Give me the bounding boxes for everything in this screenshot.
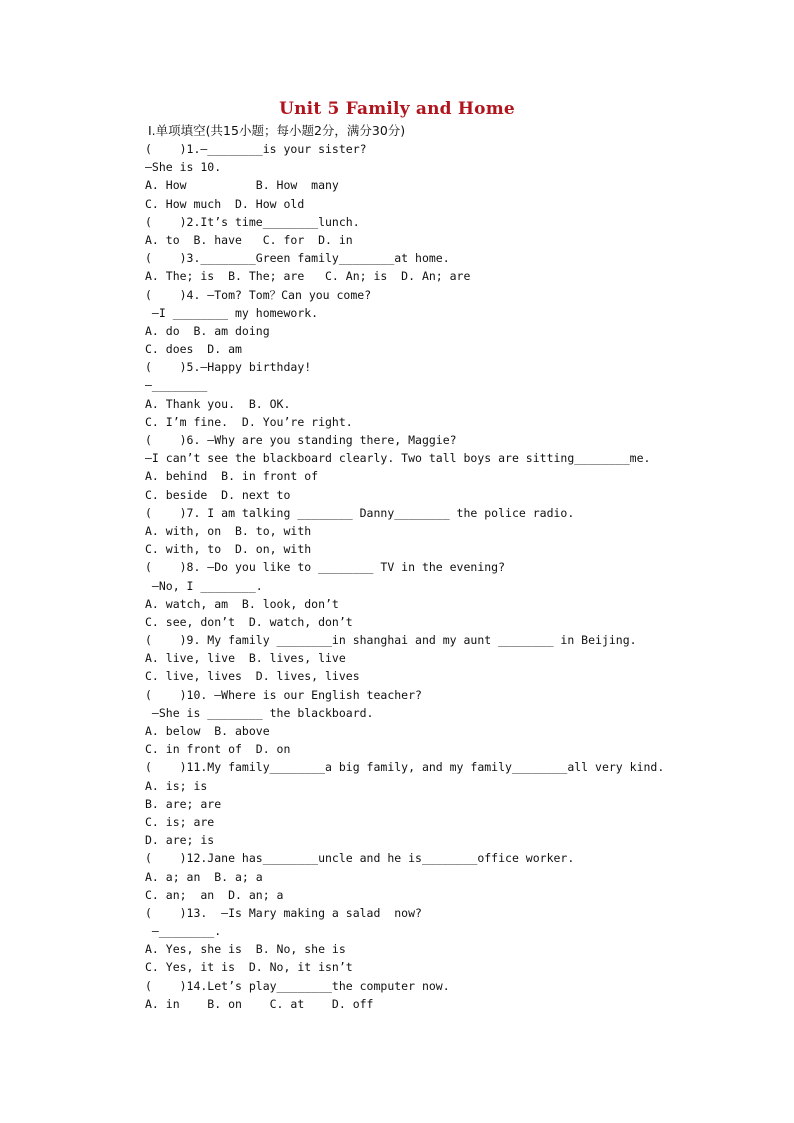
question-line: A. is; is bbox=[145, 778, 208, 793]
question-line: ( )2.It’s time________lunch. bbox=[145, 214, 360, 229]
question-line: A. Yes, she is B. No, she is bbox=[145, 942, 346, 957]
page-title: Unit 5 Family and Home bbox=[279, 99, 515, 119]
question-line: ( )6. —Why are you standing there, Maggie? bbox=[145, 433, 457, 447]
question-line: C. in front of D. on bbox=[145, 742, 291, 757]
question-line: —She is 10. bbox=[145, 160, 222, 175]
question-line: ( )13. —Is Mary making a salad now? bbox=[145, 905, 422, 920]
question-line: A. How B. How many bbox=[145, 178, 339, 193]
question-line: C. is; are bbox=[145, 814, 215, 829]
question-line: A. behind B. in front of bbox=[145, 469, 319, 484]
question-line: ( )12.Jane has________uncle and he is________office worker. bbox=[145, 851, 575, 866]
question-line: —I ________ my homework. bbox=[145, 305, 319, 320]
question-line: A. with, on B. to, with bbox=[145, 523, 312, 538]
question-line: ( )5.—Happy birthday! bbox=[145, 360, 312, 375]
question-line: B. are; are bbox=[145, 796, 222, 811]
question-line: A. in B. on C. at D. off bbox=[145, 996, 374, 1011]
question-line: A. watch, am B. look, don’t bbox=[145, 596, 339, 611]
question-list bbox=[145, 140, 705, 1013]
question-line: A. The; is B. The; are C. An; is D. An; are bbox=[145, 269, 471, 284]
question-line: ( )7. I am talking ________ Danny________ the police radio. bbox=[145, 505, 575, 520]
question-line: A. live, live B. lives, live bbox=[145, 651, 346, 666]
question-line: ( )14.Let’s play________the computer now. bbox=[145, 978, 450, 993]
question-line: C. Yes, it is D. No, it isn’t bbox=[145, 960, 353, 975]
question-line: —She is ________ the blackboard. bbox=[145, 705, 374, 720]
question-line: C. How much D. How old bbox=[145, 196, 305, 211]
question-line: C. live, lives D. lives, lives bbox=[145, 669, 360, 684]
question-line: —No, I ________. bbox=[145, 578, 263, 593]
question-line: C. see, don’t D. watch, don’t bbox=[145, 614, 353, 629]
question-line: A. Thank you. B. OK. bbox=[145, 396, 291, 411]
section-heading: Ⅰ.单项填空(共15小题；每小题2分，满分30分) bbox=[148, 123, 406, 138]
question-line: C. an; an D. an; a bbox=[145, 887, 284, 902]
question-line: C. does D. am bbox=[145, 342, 242, 357]
question-line: ( )4. —Tom? Tom？Can you come? bbox=[145, 287, 372, 302]
question-line: C. beside D. next to bbox=[145, 487, 291, 502]
question-line: A. to B. have C. for D. in bbox=[145, 232, 353, 247]
question-line: ( )9. My family ________in shanghai and my aunt ________ in Beijing. bbox=[145, 633, 637, 648]
question-line: ( )10. —Where is our English teacher? bbox=[145, 687, 422, 702]
question-line: ( )1.—________is your sister? bbox=[145, 142, 367, 156]
question-line: —I can’t see the blackboard clearly. Two tall boys are sitting________me. bbox=[145, 451, 651, 466]
question-line: ( )3.________Green family________at home. bbox=[145, 251, 450, 266]
question-line: A. below B. above bbox=[145, 724, 270, 738]
question-line: ( )8. —Do you like to ________ TV in the evening? bbox=[145, 560, 506, 575]
question-line: A. do B. am doing bbox=[145, 323, 270, 338]
question-line: ( )11.My family________a big family, and my family________all very kind. bbox=[145, 760, 665, 775]
question-line: —________ bbox=[145, 378, 208, 393]
question-line: D. are; is bbox=[145, 833, 215, 848]
question-line: C. with, to D. on, with bbox=[145, 542, 312, 557]
question-line: A. a; an B. a; a bbox=[145, 869, 263, 884]
question-line: —________. bbox=[145, 924, 222, 939]
question-line: C. I’m fine. D. You’re right. bbox=[145, 414, 353, 429]
